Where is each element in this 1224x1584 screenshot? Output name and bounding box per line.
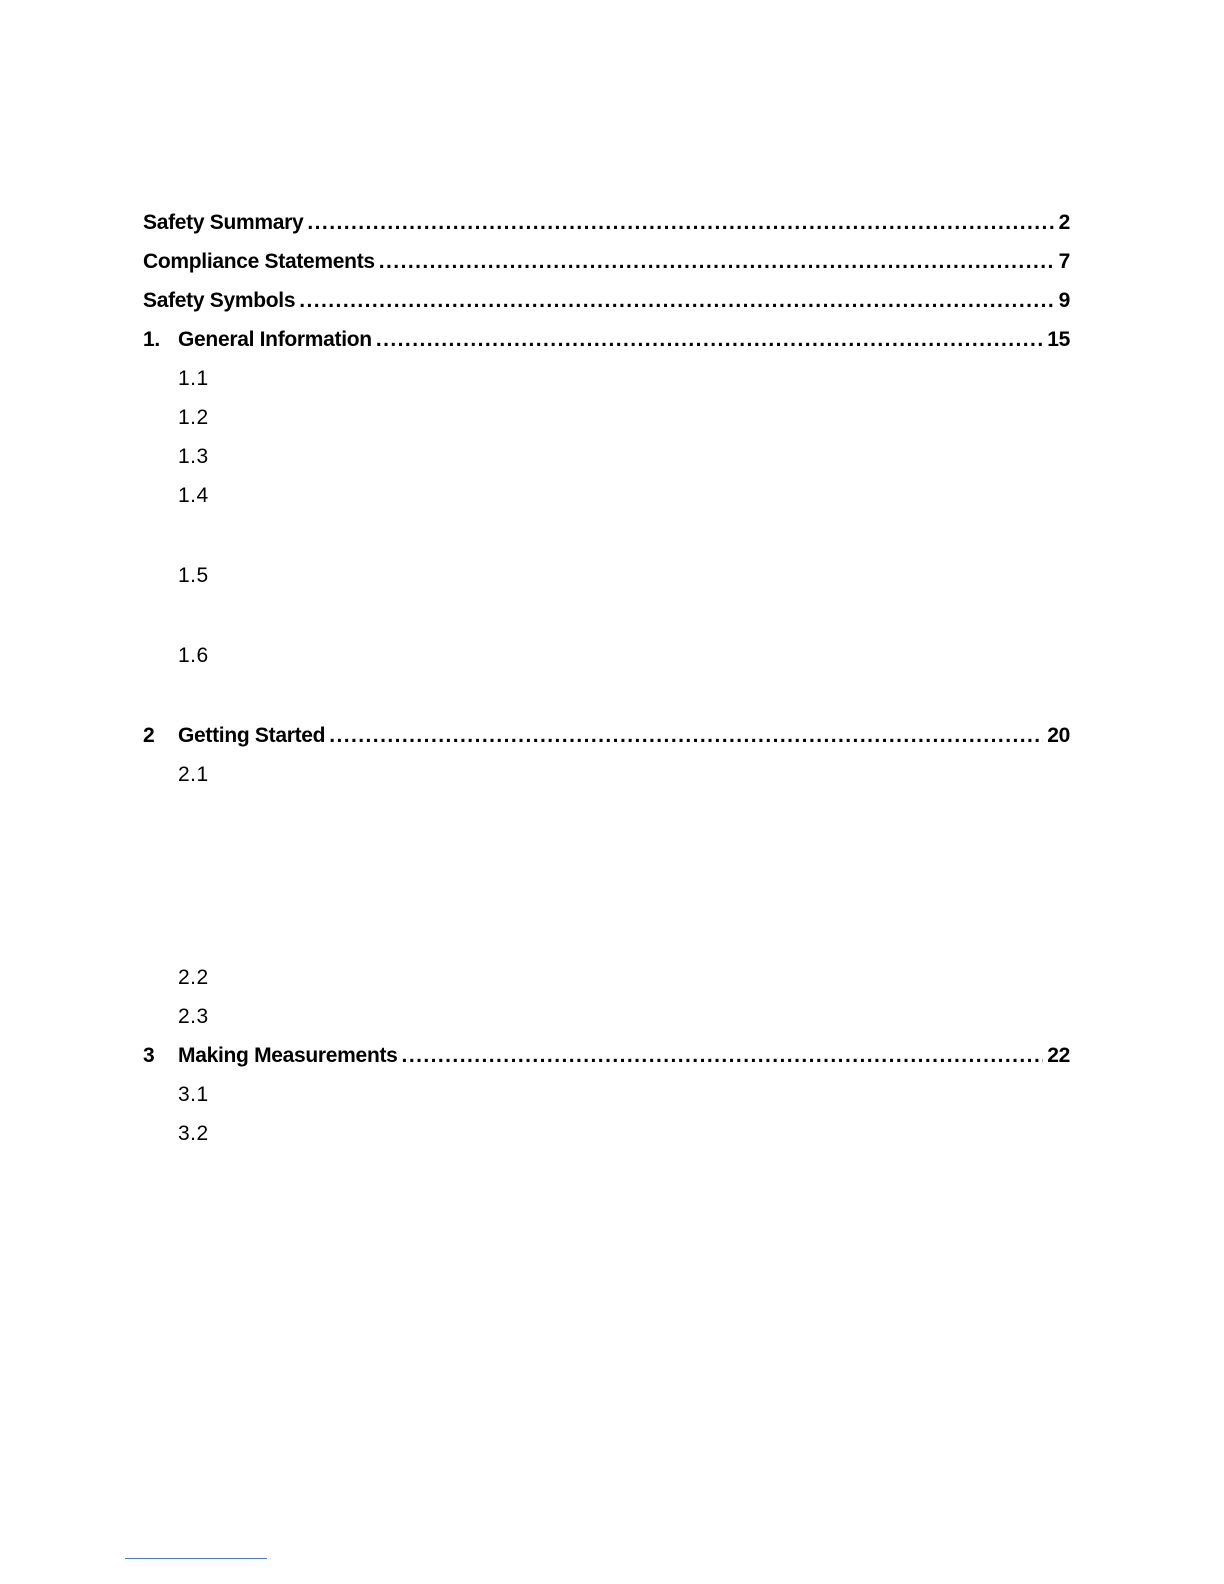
toc-subsection-1-4[interactable]: 1.4 [178, 484, 209, 507]
toc-section-number: 2 [143, 724, 155, 747]
toc-subsection-2-1[interactable]: 2.1 [178, 763, 209, 786]
toc-subsection-1-2[interactable]: 1.2 [178, 406, 209, 429]
toc-entry-page: 7 [1058, 250, 1070, 273]
toc-entry-compliance-statements[interactable] [143, 248, 1070, 276]
toc-subsection-1-1[interactable]: 1.1 [178, 367, 209, 390]
dot-leader [307, 209, 1054, 237]
toc-entry-section-3[interactable] [143, 1042, 1070, 1070]
toc-entry-page: 22 [1047, 1044, 1070, 1067]
toc-entry-page: 20 [1047, 724, 1070, 747]
toc-entry-section-1[interactable] [143, 326, 1070, 354]
toc-subsection-1-6[interactable]: 1.6 [178, 644, 209, 667]
toc-subsection-3-2[interactable]: 3.2 [178, 1122, 209, 1145]
toc-entry-title: General Information [178, 328, 372, 351]
toc-subsection-2-3[interactable]: 2.3 [178, 1005, 209, 1028]
toc-entry-page: 15 [1047, 328, 1070, 351]
dot-leader [376, 326, 1043, 354]
toc-entry-title: Compliance Statements [143, 250, 375, 273]
toc-entry-page: 9 [1058, 289, 1070, 312]
toc-entry-title: Making Measurements [178, 1044, 398, 1067]
toc-subsection-3-1[interactable]: 3.1 [178, 1083, 209, 1106]
toc-entry-safety-summary[interactable] [143, 209, 1070, 237]
footnote-separator-line [125, 1558, 267, 1559]
toc-section-number: 3 [143, 1044, 155, 1067]
dot-leader [329, 722, 1043, 750]
toc-entry-page: 2 [1058, 211, 1070, 234]
toc-subsection-2-2[interactable]: 2.2 [178, 966, 209, 989]
dot-leader [379, 248, 1055, 276]
toc-entry-title: Getting Started [178, 724, 326, 747]
toc-entry-section-2[interactable] [143, 722, 1070, 750]
toc-section-number: 1. [143, 328, 160, 351]
toc-entry-title: Safety Summary [143, 211, 304, 234]
dot-leader [402, 1042, 1044, 1070]
toc-subsection-1-5[interactable]: 1.5 [178, 564, 209, 587]
toc-entry-title: Safety Symbols [143, 289, 296, 312]
dot-leader [299, 287, 1054, 315]
toc-subsection-1-3[interactable]: 1.3 [178, 445, 209, 468]
toc-entry-safety-symbols[interactable] [143, 287, 1070, 315]
